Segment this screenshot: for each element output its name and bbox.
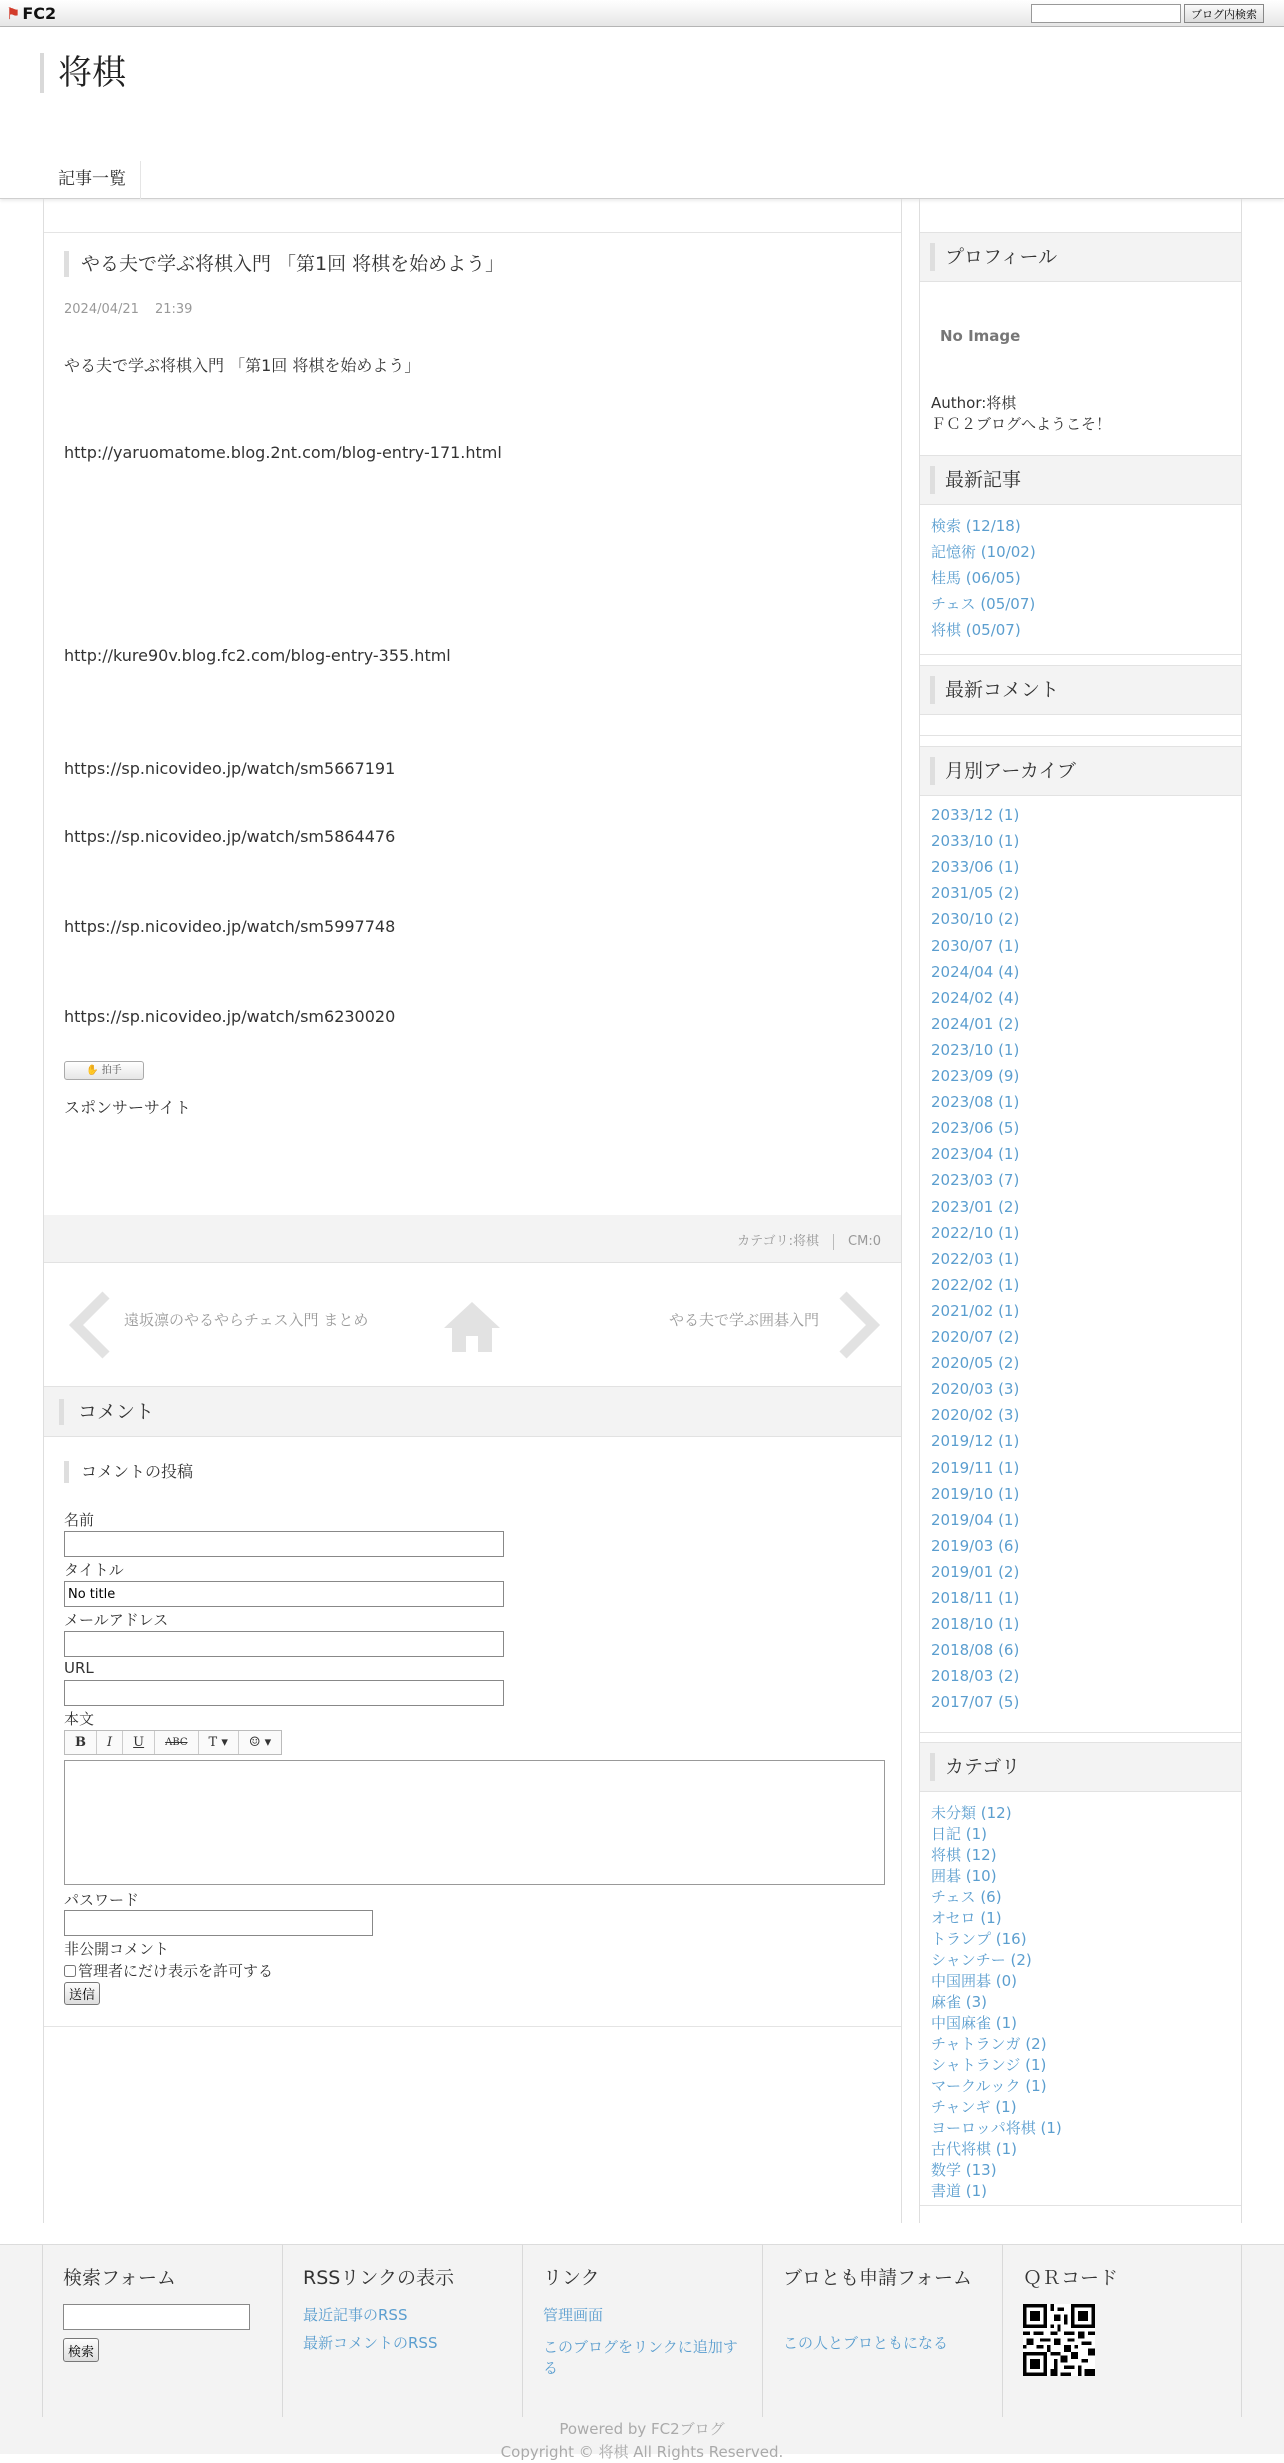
strikethrough-button[interactable]: ABC xyxy=(155,1731,198,1754)
recent-post-link[interactable]: 将棋 (05/07) xyxy=(931,621,1021,639)
archive-link[interactable]: 2031/05 (2) xyxy=(931,884,1020,903)
submit-comment-button[interactable]: 送信 xyxy=(64,1982,100,2005)
category-link[interactable]: 囲碁 (10) xyxy=(931,1867,997,1885)
password-field[interactable] xyxy=(64,1910,373,1936)
archive-link[interactable]: 2023/08 (1) xyxy=(931,1093,1020,1112)
nav-article-list[interactable]: 記事一覧 xyxy=(44,161,141,199)
profile-no-image: No Image xyxy=(940,327,1021,345)
footer-friends-title: ブロとも申請フォーム xyxy=(783,2267,973,2289)
meta-separator xyxy=(833,1234,834,1250)
underline-button[interactable]: U xyxy=(123,1731,155,1754)
category-link[interactable]: マークルック (1) xyxy=(931,2077,1047,2095)
archive-link[interactable]: 2024/01 (2) xyxy=(931,1014,1020,1033)
divider xyxy=(920,735,1241,736)
divider xyxy=(920,654,1241,655)
archives-header xyxy=(920,746,1241,796)
archive-link[interactable]: 2023/03 (7) xyxy=(931,1171,1020,1190)
archive-link[interactable]: 2030/10 (2) xyxy=(931,910,1020,929)
archive-link[interactable]: 2018/03 (2) xyxy=(931,1667,1020,1686)
category-link[interactable]: ヨーロッパ将棋 (1) xyxy=(931,2119,1062,2137)
email-label: メールアドレス xyxy=(64,1611,169,1629)
email-field[interactable] xyxy=(64,1631,504,1657)
archive-link[interactable]: 2019/11 (1) xyxy=(931,1458,1020,1477)
admin-link[interactable]: 管理画面 xyxy=(543,2306,604,2324)
blog-title-text[interactable]: 将棋 xyxy=(58,53,126,93)
article-meta xyxy=(737,1230,881,1250)
footer-friends xyxy=(762,2245,1002,2417)
archive-link[interactable]: 2024/04 (4) xyxy=(931,962,1020,981)
category-link[interactable]: オセロ (1) xyxy=(931,1909,1002,1927)
article-date-text: 2024/04/21 xyxy=(64,302,139,317)
qr-code-icon xyxy=(1023,2304,1095,2376)
article-link[interactable]: https://sp.nicovideo.jp/watch/sm5997748 xyxy=(64,917,396,936)
sponsor-label: スポンサーサイト xyxy=(64,1098,191,1117)
chevron-right-icon[interactable] xyxy=(837,1291,881,1359)
divider xyxy=(920,2205,1241,2206)
clap-button[interactable] xyxy=(64,1061,144,1080)
archive-link[interactable]: 2019/01 (2) xyxy=(931,1562,1020,1581)
category-link[interactable]: 日記 (1) xyxy=(931,1825,988,1843)
body-label: 本文 xyxy=(64,1710,95,1728)
archive-link[interactable]: 2019/04 (1) xyxy=(931,1510,1020,1529)
divider xyxy=(44,2026,901,2027)
blog-search-input[interactable] xyxy=(1031,4,1181,23)
category-link[interactable]: 中国囲碁 (0) xyxy=(931,1972,1018,1990)
archive-link[interactable]: 2023/10 (1) xyxy=(931,1040,1020,1059)
article-title[interactable]: やる夫で学ぶ将棋入門 「第1回 将棋を始めよう」 xyxy=(64,251,504,277)
categories-header xyxy=(920,1742,1241,1792)
footer-search xyxy=(42,2245,282,2417)
category-link[interactable]: シャンチー (2) xyxy=(931,1951,1032,1969)
sidebar xyxy=(919,199,1242,2223)
comment-count-link[interactable]: CM:0 xyxy=(848,1234,881,1249)
article-link[interactable]: https://sp.nicovideo.jp/watch/sm5667191 xyxy=(64,759,396,778)
name-label: 名前 xyxy=(64,1511,95,1529)
category-link[interactable]: 中国麻雀 (1) xyxy=(931,2014,1018,2032)
archive-link[interactable]: 2033/12 (1) xyxy=(931,806,1020,824)
archive-link[interactable]: 2018/10 (1) xyxy=(931,1615,1020,1634)
emoji-dropdown[interactable]: ☺ ▾ xyxy=(248,1735,272,1750)
category-link[interactable]: トランプ (16) xyxy=(931,1930,1027,1948)
archive-link[interactable]: 2023/01 (2) xyxy=(931,1197,1020,1216)
font-size-dropdown[interactable]: T ▾ xyxy=(199,1731,239,1754)
recent-comments-header xyxy=(920,665,1241,715)
blog-search-button[interactable]: ブログ内検索 xyxy=(1184,4,1264,23)
profile-header xyxy=(920,232,1241,282)
password-label: パスワード xyxy=(64,1891,140,1909)
clap-icon: ✋ xyxy=(86,1065,99,1076)
footer-search-input[interactable] xyxy=(63,2304,250,2330)
recent-post-link[interactable]: 検索 (12/18) xyxy=(931,517,1021,535)
private-comment-option-label: 管理者にだけ表示を許可する xyxy=(78,1962,274,1980)
chevron-left-icon[interactable] xyxy=(68,1291,112,1359)
friends-link[interactable]: この人とブロともになる xyxy=(783,2334,949,2352)
fc2-logo-text: FC2 xyxy=(22,4,57,23)
blog-title[interactable] xyxy=(40,53,126,93)
fc2-top-bar xyxy=(0,0,1284,27)
category-link[interactable]: 古代将棋 (1) xyxy=(931,2140,1018,2158)
article-footer xyxy=(44,1215,901,1263)
profile-author: Author:将棋 xyxy=(931,394,1017,412)
fc2-logo-icon: ⚑ xyxy=(6,4,21,23)
article-time: 21:39 xyxy=(154,302,193,317)
page-footer xyxy=(0,2244,1284,2461)
main-column xyxy=(43,199,902,2223)
archive-link[interactable]: 2017/07 (5) xyxy=(931,1693,1020,1712)
category-link[interactable]: 麻雀 (3) xyxy=(931,1993,988,2011)
archive-link[interactable]: 2024/02 (4) xyxy=(931,988,1020,1007)
fc2-logo[interactable] xyxy=(6,4,56,23)
archives-title: 月別アーカイブ xyxy=(930,757,1076,785)
url-field[interactable] xyxy=(64,1680,504,1706)
name-field[interactable] xyxy=(64,1531,504,1557)
archive-link[interactable]: 2033/10 (1) xyxy=(931,832,1020,851)
private-comment-checkbox[interactable] xyxy=(64,1965,76,1977)
archive-link[interactable]: 2022/10 (1) xyxy=(931,1223,1020,1242)
add-link-link[interactable]: このブログをリンクに追加する xyxy=(543,2338,738,2377)
editor-toolbar xyxy=(64,1730,282,1755)
article-link[interactable]: https://sp.nicovideo.jp/watch/sm6230020 xyxy=(64,1007,396,1026)
archive-link[interactable]: 2019/03 (6) xyxy=(931,1536,1020,1555)
comment-body-textarea[interactable] xyxy=(64,1760,885,1885)
recent-posts-header xyxy=(920,455,1241,505)
comment-post-title: コメントの投稿 xyxy=(64,1461,193,1483)
recent-post-link[interactable]: 記憶術 (10/02) xyxy=(931,543,1036,561)
footer-qr-title: ＱＲコード xyxy=(1023,2267,1119,2289)
private-comment-label: 非公開コメント xyxy=(64,1940,170,1958)
category-link[interactable]: 未分類 (12) xyxy=(931,1804,1012,1822)
archive-link[interactable]: 2033/06 (1) xyxy=(931,858,1020,877)
divider xyxy=(44,232,901,233)
archive-link[interactable]: 2020/03 (3) xyxy=(931,1380,1020,1399)
article-link[interactable]: http://kure90v.blog.fc2.com/blog-entry-355.html xyxy=(64,646,451,665)
footer-links-title: リンク xyxy=(543,2267,600,2289)
footer-search-button[interactable]: 検索 xyxy=(63,2338,99,2362)
next-article-link[interactable]: やる夫で学ぶ囲碁入門 xyxy=(668,1311,819,1329)
prev-article-link[interactable]: 遠坂凛のやるやらチェス入門 まとめ xyxy=(124,1311,369,1329)
category-link[interactable]: シャトランジ (1) xyxy=(931,2056,1047,2074)
archive-link[interactable]: 2019/10 (1) xyxy=(931,1484,1020,1503)
category-link[interactable]: チャンギ (1) xyxy=(931,2098,1017,2116)
archive-link[interactable]: 2023/09 (9) xyxy=(931,1067,1020,1085)
archive-link[interactable]: 2020/05 (2) xyxy=(931,1354,1020,1373)
footer-links xyxy=(522,2245,762,2417)
recent-comments-title: 最新コメント xyxy=(930,676,1059,704)
divider xyxy=(920,1732,1241,1733)
comment-section-title: コメント xyxy=(59,1399,154,1425)
italic-button[interactable]: I xyxy=(97,1731,123,1754)
powered-by[interactable]: Powered by FC2ブログ xyxy=(559,2420,725,2438)
archive-link[interactable]: 2022/02 (1) xyxy=(931,1275,1020,1294)
category-link[interactable]: カテゴリ:将棋 xyxy=(737,1234,820,1249)
archive-link[interactable]: 2022/03 (1) xyxy=(931,1249,1020,1268)
bold-button[interactable]: B xyxy=(65,1731,97,1754)
archive-link[interactable]: 2019/12 (1) xyxy=(931,1432,1020,1451)
rss-comments-link[interactable]: 最新コメントのRSS xyxy=(303,2334,438,2352)
rss-recent-link[interactable]: 最近記事のRSS xyxy=(303,2306,408,2324)
blog-header xyxy=(0,27,1284,199)
footer-qr xyxy=(1002,2245,1242,2417)
category-link[interactable]: 将棋 (12) xyxy=(931,1846,997,1864)
archive-link[interactable]: 2030/07 (1) xyxy=(931,936,1020,955)
copyright: Copyright © 将棋 All Rights Reserved. xyxy=(500,2443,784,2461)
archive-link[interactable]: 2023/06 (5) xyxy=(931,1119,1020,1138)
recent-post-link[interactable]: チェス (05/07) xyxy=(931,595,1036,613)
footer-rss xyxy=(282,2245,522,2417)
archive-link[interactable]: 2021/02 (1) xyxy=(931,1301,1020,1320)
category-link[interactable]: 書道 (1) xyxy=(931,2182,988,2200)
article-pager xyxy=(44,1263,901,1387)
profile-title: プロフィール xyxy=(930,243,1057,271)
article-link[interactable]: https://sp.nicovideo.jp/watch/sm5864476 xyxy=(64,827,396,846)
footer-rss-title: RSSリンクの表示 xyxy=(303,2267,454,2289)
recent-post-link[interactable]: 桂馬 (06/05) xyxy=(931,569,1021,587)
url-label: URL xyxy=(64,1659,94,1677)
title-label: タイトル xyxy=(64,1561,124,1579)
article-link[interactable]: http://yaruomatome.blog.2nt.com/blog-entry-171.html xyxy=(64,443,502,462)
article-body-line: やる夫で学ぶ将棋入門 「第1回 将棋を始めよう」 xyxy=(64,356,421,375)
fc2-search-form xyxy=(1031,4,1264,23)
article-date xyxy=(64,302,192,317)
archive-link[interactable]: 2020/02 (3) xyxy=(931,1406,1020,1425)
archive-link[interactable]: 2018/11 (1) xyxy=(931,1589,1020,1607)
comment-section-header xyxy=(44,1387,901,1437)
recent-posts-title: 最新記事 xyxy=(930,466,1021,494)
category-link[interactable]: チャトランガ (2) xyxy=(931,2035,1047,2053)
footer-search-title: 検索フォーム xyxy=(63,2267,177,2289)
home-icon[interactable] xyxy=(442,1300,502,1354)
categories-title: カテゴリ xyxy=(930,1753,1020,1781)
private-comment-option[interactable] xyxy=(64,1960,273,1981)
profile-greeting: ＦＣ２ブログへようこそ！ xyxy=(931,415,1112,433)
clap-label: 拍手 xyxy=(101,1065,122,1076)
category-link[interactable]: チェス (6) xyxy=(931,1888,1002,1906)
archive-link[interactable]: 2018/08 (6) xyxy=(931,1641,1020,1660)
archive-link[interactable]: 2020/07 (2) xyxy=(931,1328,1020,1346)
category-link[interactable]: 数学 (13) xyxy=(931,2161,997,2179)
title-field[interactable] xyxy=(64,1581,504,1607)
archive-link[interactable]: 2023/04 (1) xyxy=(931,1145,1020,1164)
